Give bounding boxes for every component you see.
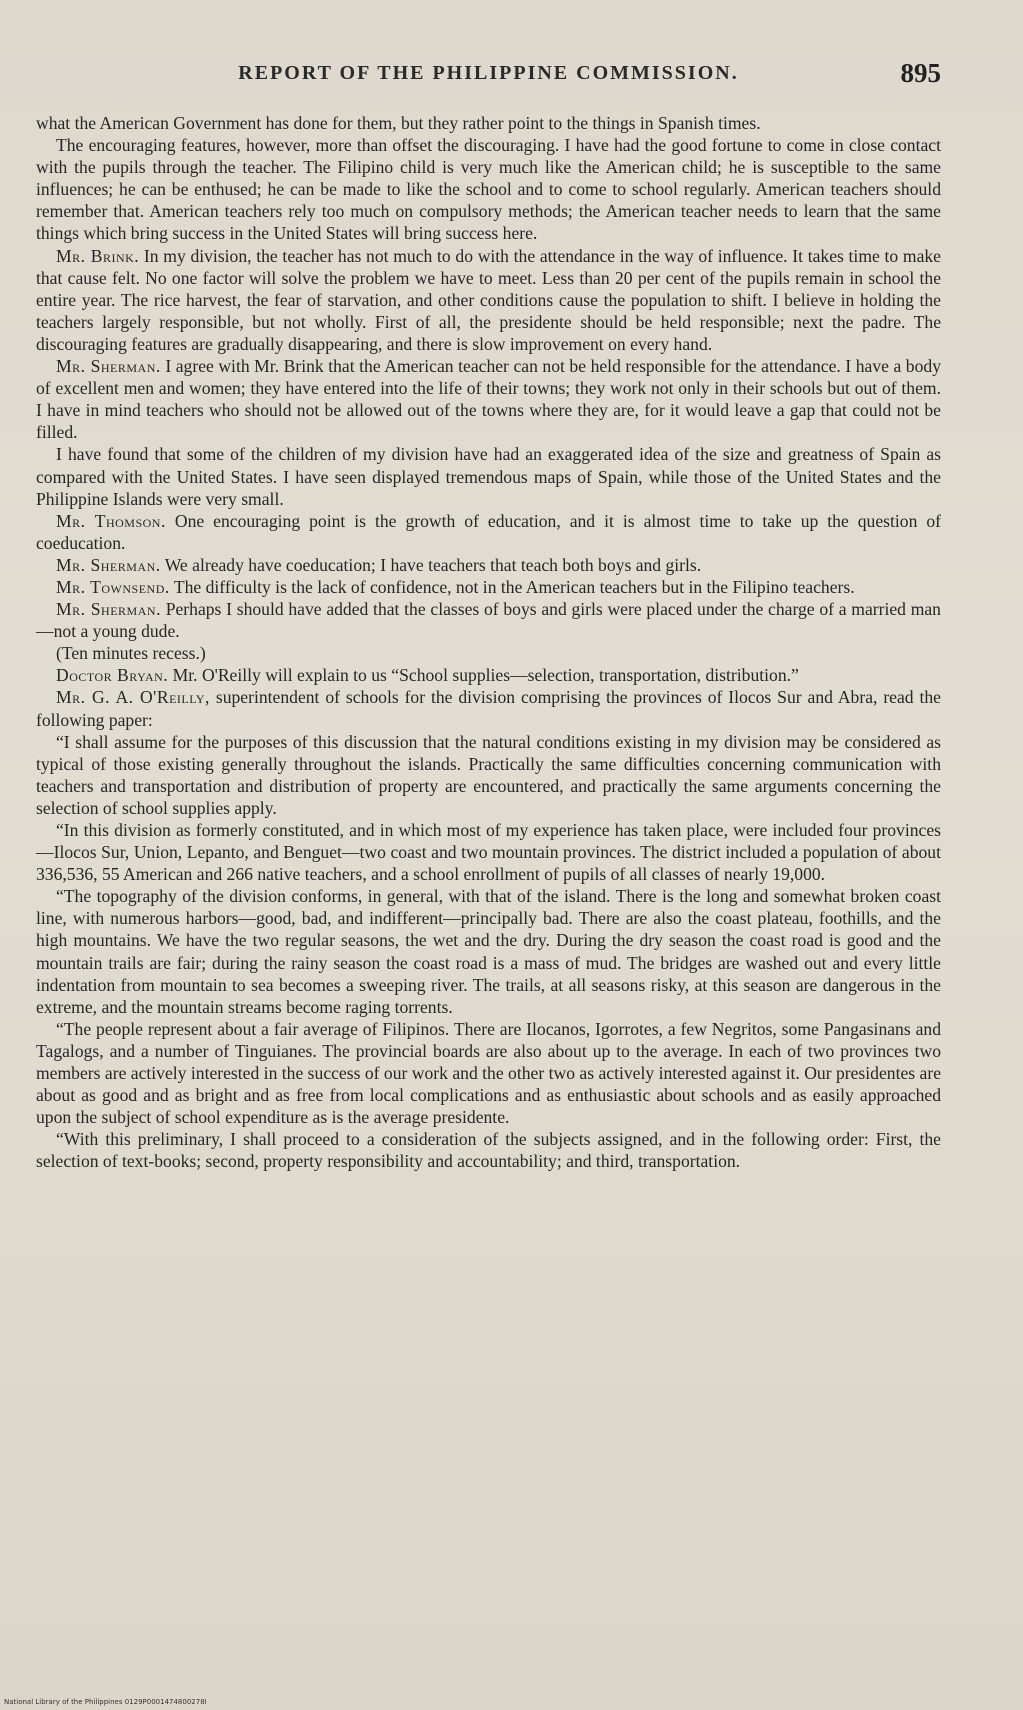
- paragraph: [36, 664, 941, 686]
- paragraph-text: “The topography of the division conforms, in general, with that of the island. There is the long and somewhat broken coast line, with numerous harbors—good, bad, and indifferent—principally bad. There are also the coast plateau, foothills, and the high mountains. We have the two regular seasons, the wet and the dry. During the dry season the coast road is good and the mountain trails are fair; during the rainy season the coast road is a mass of mud. The bridges are washed out and every little indentation from mountain to sea becomes a sweeping river. The trails, at all seasons risky, at this season are dangerous in the extreme, and the mountain streams become raging torrents.: [36, 886, 941, 1017]
- speaker-name: Mr. G. A. O'Reilly,: [56, 687, 210, 708]
- speaker-name: Mr. Brink.: [56, 245, 140, 266]
- scan-credit: National Library of the Philippines 0129P0001474800278I: [4, 1698, 207, 1706]
- body-text: [36, 112, 941, 1173]
- speaker-name: Mr. Sherman.: [56, 356, 161, 377]
- paragraph-text: what the American Government has done for them, but they rather point to the things in Spanish times.: [36, 113, 761, 133]
- paragraph: [36, 134, 941, 244]
- paragraph: [36, 245, 941, 355]
- paragraph-text: In my division, the teacher has not much to do with the attendance in the way of influence. It takes time to make that cause felt. No one factor will solve the problem we have to meet. Less than 20 per cent of the pupils remain in school the entire year. The rice harvest, the fear of starvation, and other conditions cause the population to shift. I believe in holding the teachers largely responsible, but not wholly. First of all, the presidente should be held responsible; next the padre. The discouraging features are gradually disappearing, and there is slow improvement on every hand.: [36, 245, 941, 354]
- paragraph-text: The difficulty is the lack of confidence, not in the American teachers but in the Filipino teachers.: [173, 576, 855, 597]
- speaker-name: Mr. Thomson.: [56, 510, 166, 531]
- paragraph: [36, 885, 941, 1018]
- speaker-name: Mr. Townsend.: [56, 576, 170, 597]
- paragraph-text: I agree with Mr. Brink that the American teacher can not be held responsible for the attendance. I have a body of excellent men and women; they have entered into the life of their towns; they work not only in their schools but out of them. I have in mind teachers who should not be allowed out of the towns where they are, for it would leave a gap that could not be filled.: [36, 356, 941, 443]
- paragraph: [36, 112, 941, 134]
- paragraph-text: I have found that some of the children of my division have had an exaggerated idea of the size and greatness of Spain as compared with the United States. I have seen displayed tremendous maps of Spain, while those of the United States and the Philippine Islands were very small.: [36, 444, 941, 509]
- paragraph-text: “The people represent about a fair average of Filipinos. There are Ilocanos, Igorrotes, a few Negritos, some Pangasinans and Tagalogs, and a number of Tinguianes. The provincial boards are also about up to the average. In each of two provinces two members are actively interested in the success of our work and the other two as actively interested against it. Our presidentes are about as good and as bright and as free from local complications and as enthusiastic about schools and as easily approached upon the subject of school expenditure as is the average presidente.: [36, 1018, 941, 1128]
- running-title: REPORT OF THE PHILIPPINE COMMISSION.: [238, 62, 739, 84]
- paragraph-text: Perhaps I should have added that the classes of boys and girls were placed under the charge of a married man—not a young dude.: [36, 599, 941, 642]
- paragraph: [36, 355, 941, 443]
- paragraph-text: (Ten minutes recess.): [56, 643, 206, 664]
- paragraph: [36, 598, 941, 642]
- paragraph-text: “With this preliminary, I shall proceed to a consideration of the subjects assigned, and in the following order: First, the selection of text-books; second, property responsibility and accountability; and third, transportation.: [36, 1129, 941, 1172]
- paragraph-text: Mr. O'Reilly will explain to us “School supplies—selection, transportation, distribution.”: [172, 665, 799, 686]
- paragraph: [36, 731, 941, 819]
- page-header: [36, 58, 941, 92]
- paragraph: [36, 576, 941, 598]
- paragraph-text: We already have coeducation; I have teachers that teach both boys and girls.: [164, 554, 702, 575]
- paragraph: [36, 443, 941, 509]
- speaker-name: Mr. Sherman.: [56, 554, 161, 575]
- paragraph: [36, 1018, 941, 1128]
- paragraph-text: “I shall assume for the purposes of this discussion that the natural conditions existing in my division may be considered as typical of those existing generally throughout the islands. Practically the same difficulties concerning communication with teachers and transportation and distribution of property are encountered, and practically the same arguments concerning the selection of school supplies apply.: [36, 731, 941, 818]
- speaker-name: Mr. Sherman.: [56, 599, 161, 620]
- paragraph: [36, 554, 941, 576]
- paragraph: [36, 510, 941, 554]
- paragraph-text: “In this division as formerly constituted, and in which most of my experience has taken place, were included four provinces—Ilocos Sur, Union, Lepanto, and Benguet—two coast and two mountain provinces. The district included a population of about 336,536, 55 American and 266 native teachers, and a school enrollment of pupils of all classes of nearly 19,000.: [36, 820, 941, 885]
- paragraph: [36, 686, 941, 730]
- speaker-name: Doctor Bryan.: [56, 665, 169, 686]
- paragraph-text: superintendent of schools for the division comprising the provinces of Ilocos Sur and Abra, read the following paper:: [36, 687, 941, 730]
- paragraph-text: The encouraging features, however, more than offset the discouraging. I have had the good fortune to come in close contact with the pupils through the teacher. The Filipino child is very much like the American child; he is susceptible to the same influences; he can be enthused; he can be made to like the school and to come to school regularly. American teachers should remember that. American teachers rely too much on compulsory methods; the American teacher needs to learn that the same things which bring success in the United States will bring success here.: [36, 135, 941, 244]
- paragraph-text: One encouraging point is the growth of education, and it is almost time to take up the question of coeducation.: [36, 510, 942, 553]
- paragraph: [36, 819, 941, 885]
- paragraph: [36, 1128, 941, 1172]
- paragraph: [36, 642, 941, 664]
- page-number: 895: [900, 58, 941, 88]
